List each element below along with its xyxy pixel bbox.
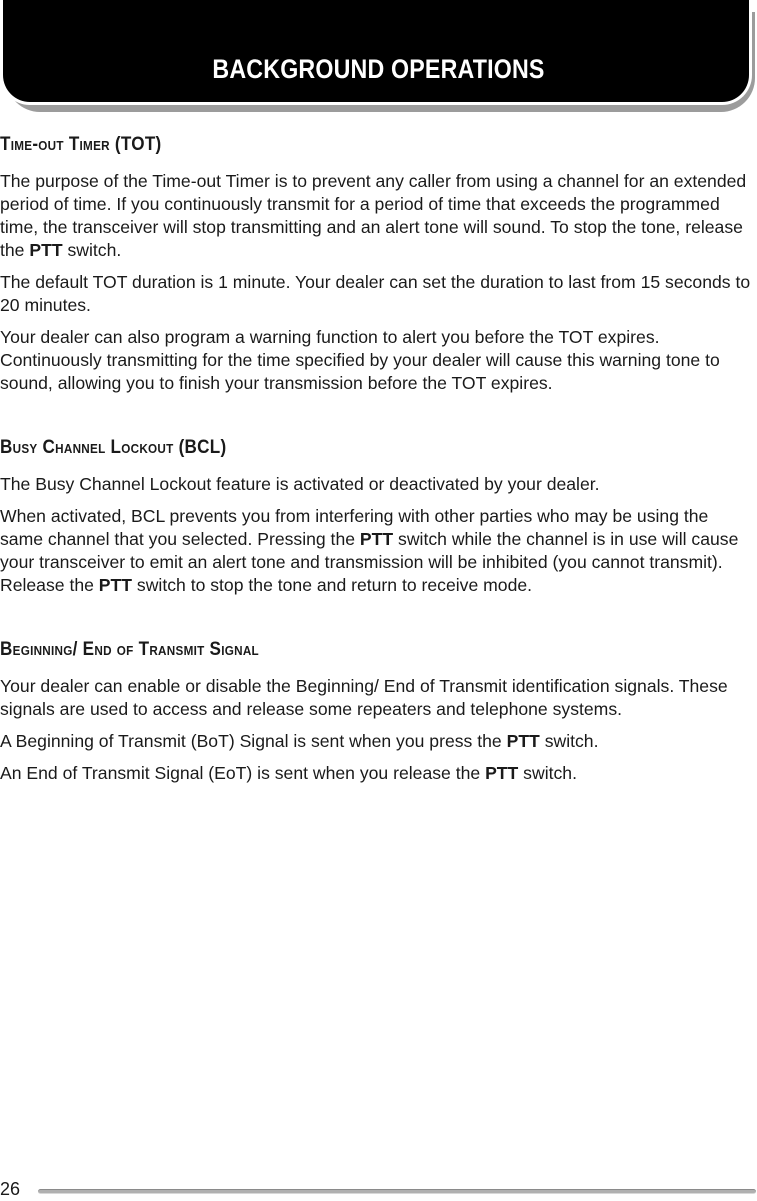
- ptt-label: PTT: [359, 529, 394, 549]
- page-content: [0, 134, 752, 785]
- header-banner: [0, 0, 752, 105]
- paragraph: The Busy Channel Lockout feature is activated or deactivated by your dealer.: [0, 474, 600, 494]
- page-number: 26: [0, 1179, 21, 1199]
- paragraph: Your dealer can also program a warning function to alert you before the TOT expires. Continuously transmitting for the time specified by your dealer will cause this warning tone to sound, allowing you to finish your transmission before the TOT expires.: [0, 327, 720, 393]
- paragraph: When activated, BCL prevents you from interfering with other parties who may be using the same channel that you selected. Pressing the PTT switch while the channel is in use will cause your transceiver to emit an alert tone and transmission will be inhibited (you cannot transmit). Release the PTT switch to stop the tone and return to receive mode.: [0, 506, 739, 595]
- ptt-label: PTT: [485, 763, 519, 783]
- paragraph: The purpose of the Time-out Timer is to prevent any caller from using a channel for an extended period of time. If you continuously transmit for a period of time that exceeds the programmed time, the transceiver will stop transmitting and an alert tone will sound. To stop the tone, release the PTT switch.: [0, 171, 747, 260]
- section-heading-tot: Time-out Timer (TOT): [0, 134, 162, 155]
- paragraph: An End of Transmit Signal (EoT) is sent when you release the PTT switch.: [0, 763, 577, 783]
- paragraph: Your dealer can enable or disable the Beginning/ End of Transmit identification signals. These signals are used to access and release some repeaters and telephone systems.: [0, 676, 728, 719]
- ptt-label: PTT: [98, 575, 133, 595]
- footer-rule: [38, 1189, 756, 1194]
- ptt-label: PTT: [29, 240, 63, 260]
- section-heading-bot-eot: Beginning/ End of Transmit Signal: [0, 639, 259, 660]
- section-heading-bcl: Busy Channel Lockout (BCL): [0, 437, 227, 458]
- page-title: BACKGROUND OPERATIONS: [212, 54, 545, 84]
- paragraph: A Beginning of Transmit (BoT) Signal is sent when you press the PTT switch.: [0, 731, 599, 751]
- paragraph: The default TOT duration is 1 minute. Your dealer can set the duration to last from 15 seconds to 20 minutes.: [0, 272, 751, 315]
- ptt-label: PTT: [506, 731, 540, 751]
